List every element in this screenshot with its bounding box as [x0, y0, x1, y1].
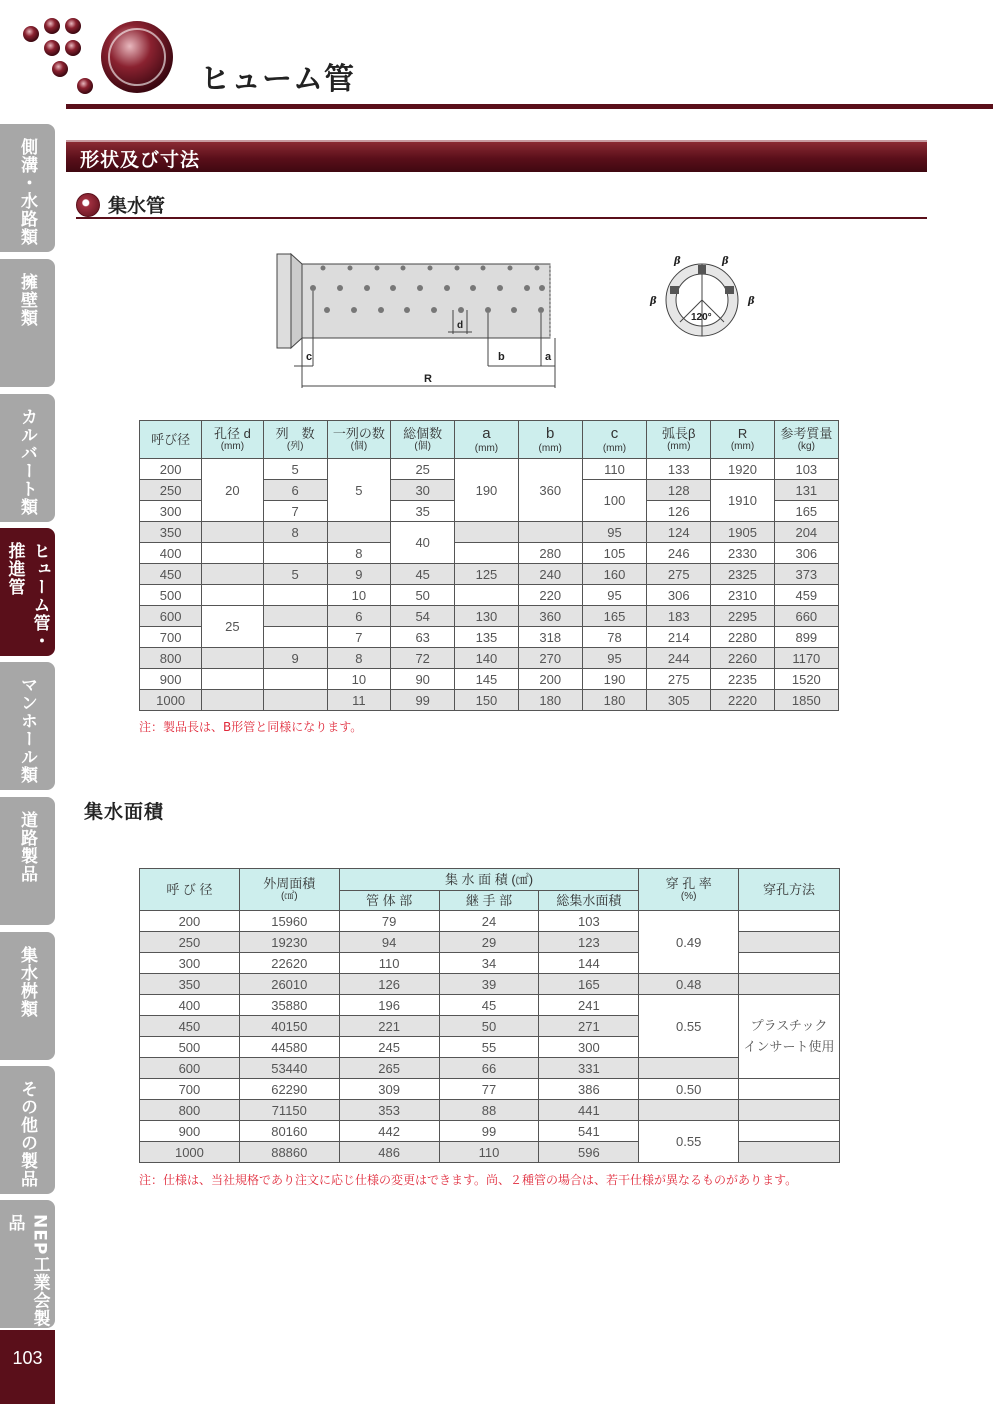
table-cell: [739, 995, 840, 1079]
table-cell: 105: [582, 543, 646, 564]
table-cell: 2325: [711, 564, 774, 585]
table-cell: 486: [339, 1142, 439, 1163]
table-cell: 40: [391, 522, 455, 564]
table-cell: 1905: [711, 522, 774, 543]
section-title: 形状及び寸法: [80, 149, 201, 171]
pipe-section-figure: [640, 250, 770, 350]
table-cell: 221: [339, 1016, 439, 1037]
table-cell: 144: [539, 953, 639, 974]
table-row: [140, 543, 839, 564]
side-tab-label: カルバート類: [17, 408, 37, 516]
sub-heading: [76, 191, 165, 218]
table-row: [140, 459, 839, 480]
table-cell: 110: [339, 953, 439, 974]
table-cell: 1850: [774, 690, 838, 711]
table-cell: 200: [140, 459, 202, 480]
side-tab-label: ヒューム管・推進管: [4, 542, 50, 650]
table-cell: 270: [518, 648, 582, 669]
table-cell: 309: [339, 1079, 439, 1100]
table-row: [140, 995, 840, 1016]
table-cell: 500: [140, 585, 202, 606]
table-cell: [202, 669, 263, 690]
col-header-rows: 列 数 (列): [263, 421, 327, 459]
table-cell: 95: [582, 585, 646, 606]
table1-note: 注：製品長は、B形管と同様になります。: [139, 720, 363, 734]
table-row: [140, 606, 839, 627]
table-cell: 22620: [239, 953, 339, 974]
table-cell: 1170: [774, 648, 838, 669]
table-cell: 7: [327, 627, 390, 648]
table-cell: 150: [455, 690, 518, 711]
table-row: [140, 1058, 840, 1079]
table-cell: 77: [439, 1079, 539, 1100]
table-cell: 200: [140, 911, 240, 932]
table-cell: 19230: [239, 932, 339, 953]
table-cell: 0.48: [639, 974, 739, 995]
table-cell: 160: [582, 564, 646, 585]
side-tab-nep[interactable]: [0, 1200, 55, 1328]
table-cell: 10: [327, 585, 390, 606]
table-cell: 2330: [711, 543, 774, 564]
col-header-R: R (mm): [711, 421, 774, 459]
table-cell: 90: [391, 669, 455, 690]
table-cell: 7: [263, 501, 327, 522]
table-cell: [455, 543, 518, 564]
table-cell: 24: [439, 911, 539, 932]
table-row: [140, 564, 839, 585]
table-cell: 596: [539, 1142, 639, 1163]
table-cell: 88: [439, 1100, 539, 1121]
side-tab-hume-pipe[interactable]: [0, 528, 55, 656]
table-cell: 99: [391, 690, 455, 711]
label-angle: 120°: [691, 312, 712, 323]
table-cell: 11: [327, 690, 390, 711]
table-cell: 133: [647, 459, 711, 480]
table-cell: 130: [455, 606, 518, 627]
label-c: c: [306, 351, 313, 363]
table-cell: [263, 690, 327, 711]
col-header-nominal: 呼 び 径: [140, 869, 240, 911]
table-cell: [202, 690, 263, 711]
table-cell: 180: [582, 690, 646, 711]
table-cell: 360: [518, 459, 582, 522]
table-cell: [455, 585, 518, 606]
table-cell: 25: [391, 459, 455, 480]
table-cell: 265: [339, 1058, 439, 1079]
table-cell: [639, 1058, 739, 1079]
label-b: b: [498, 351, 505, 363]
table-cell: [202, 522, 263, 543]
page-number: 103: [0, 1330, 55, 1404]
table-cell: 400: [140, 543, 202, 564]
table-cell: 2295: [711, 606, 774, 627]
table-cell: [739, 953, 840, 974]
table-cell: 0.49: [639, 911, 739, 974]
table-cell: 280: [518, 543, 582, 564]
table-cell: 15960: [239, 911, 339, 932]
table-cell: 600: [140, 1058, 240, 1079]
table-cell: 9: [263, 648, 327, 669]
sub-heading-text: 集水管: [108, 195, 166, 217]
table-cell: 386: [539, 1079, 639, 1100]
table-cell: [739, 911, 840, 932]
table-cell: 541: [539, 1121, 639, 1142]
col-header-a: a (mm): [455, 421, 518, 459]
method-line-2: インサート使用: [743, 1038, 835, 1054]
table-cell: 95: [582, 648, 646, 669]
sub-rule: [76, 217, 927, 219]
table2-note: 注：仕様は、当社規格であり注文に応じ仕様の変更はできます。尚、２種管の場合は、若干仕様が異なるものがあります。: [139, 1173, 798, 1187]
table-cell: 306: [647, 585, 711, 606]
table-cell: 10: [327, 669, 390, 690]
table-cell: 271: [539, 1016, 639, 1037]
col-header-body: 管 体 部: [339, 891, 439, 911]
table-cell: 0.50: [639, 1079, 739, 1100]
table-cell: 246: [647, 543, 711, 564]
table-cell: 2280: [711, 627, 774, 648]
table-cell: 140: [455, 648, 518, 669]
table-cell: 241: [539, 995, 639, 1016]
table-cell: 124: [647, 522, 711, 543]
table-cell: [739, 1121, 840, 1142]
table-cell: 1920: [711, 459, 774, 480]
label-d: d: [457, 320, 464, 331]
table-cell: [455, 522, 518, 543]
col-header-area: 集 水 面 積 (㎠): [339, 869, 639, 891]
table-cell: 35880: [239, 995, 339, 1016]
table-cell: 1910: [711, 480, 774, 522]
side-tab-other-products[interactable]: [0, 1066, 55, 1194]
table-cell: 50: [391, 585, 455, 606]
table-cell: 450: [140, 564, 202, 585]
table-cell: [739, 932, 840, 953]
table-cell: [739, 1100, 840, 1121]
table-cell: [263, 627, 327, 648]
table-cell: 79: [339, 911, 439, 932]
header-rule: [66, 104, 993, 109]
table-cell: 2310: [711, 585, 774, 606]
table-cell: 196: [339, 995, 439, 1016]
side-tab-drainage[interactable]: [0, 124, 55, 252]
table-cell: 5: [263, 459, 327, 480]
section-bar: [66, 140, 927, 172]
table-cell: 135: [455, 627, 518, 648]
table-row: [140, 974, 840, 995]
side-tab-manhole[interactable]: [0, 662, 55, 790]
table-cell: 244: [647, 648, 711, 669]
table-cell: 800: [140, 648, 202, 669]
table-cell: 0.55: [639, 1121, 739, 1163]
table-cell: 6: [327, 606, 390, 627]
bullet-icon: [76, 193, 100, 217]
col-header-beta: 弧長β (mm): [647, 421, 711, 459]
label-a: a: [545, 351, 552, 363]
table-cell: [518, 522, 582, 543]
table-cell: 29: [439, 932, 539, 953]
table-cell: 300: [539, 1037, 639, 1058]
table-cell: 126: [339, 974, 439, 995]
table-cell: 66: [439, 1058, 539, 1079]
page-title: ヒューム管: [200, 62, 355, 97]
table-cell: 180: [518, 690, 582, 711]
spec-table: [139, 420, 839, 711]
table-cell: 128: [647, 480, 711, 501]
table-cell: 318: [518, 627, 582, 648]
method-line-1: プラスチック: [750, 1017, 828, 1033]
table-cell: 5: [263, 564, 327, 585]
table-cell: [202, 543, 263, 564]
table-cell: 40150: [239, 1016, 339, 1037]
table-cell: [263, 585, 327, 606]
side-tab-retaining-wall[interactable]: [0, 259, 55, 387]
table-cell: 88860: [239, 1142, 339, 1163]
table-cell: 306: [774, 543, 838, 564]
table-cell: 26010: [239, 974, 339, 995]
table-cell: 900: [140, 1121, 240, 1142]
table-cell: 800: [140, 1100, 240, 1121]
col-header-c: c (mm): [582, 421, 646, 459]
table-cell: 700: [140, 1079, 240, 1100]
table-cell: 45: [391, 564, 455, 585]
table-cell: 45: [439, 995, 539, 1016]
table-cell: 441: [539, 1100, 639, 1121]
table-cell: 275: [647, 669, 711, 690]
col-header-per-row: 一列の数 (個): [327, 421, 390, 459]
table-row: [140, 1079, 840, 1100]
table-cell: 103: [539, 911, 639, 932]
table-cell: 190: [455, 459, 518, 522]
table-row: [140, 1100, 840, 1121]
col-header-outer: 外周面積 (㎠): [239, 869, 339, 911]
label-R: R: [424, 373, 432, 385]
table-cell: 9: [327, 564, 390, 585]
table-cell: [739, 1142, 840, 1163]
table-cell: 250: [140, 480, 202, 501]
table-cell: 331: [539, 1058, 639, 1079]
table-cell: 600: [140, 606, 202, 627]
table-cell: 62290: [239, 1079, 339, 1100]
table-cell: [739, 1079, 840, 1100]
table-cell: 900: [140, 669, 202, 690]
pipe-side-figure: [270, 248, 570, 398]
table-cell: 459: [774, 585, 838, 606]
table-cell: 54: [391, 606, 455, 627]
table-cell: 350: [140, 522, 202, 543]
table-cell: 250: [140, 932, 240, 953]
table-cell: 500: [140, 1037, 240, 1058]
col-header-mass: 参考質量 (kg): [774, 421, 838, 459]
table-cell: 6: [263, 480, 327, 501]
area-heading: 集水面積: [84, 801, 165, 823]
table-cell: [202, 585, 263, 606]
table-cell: [327, 522, 390, 543]
table-cell: 305: [647, 690, 711, 711]
label-beta-3: β: [650, 296, 657, 307]
side-tab-label: マンホール類: [17, 676, 37, 784]
label-beta-1: β: [674, 256, 681, 267]
col-header-rate: 穿 孔 率 (%): [639, 869, 739, 911]
table-row: [140, 690, 839, 711]
table-cell: 110: [582, 459, 646, 480]
table-cell: 204: [774, 522, 838, 543]
table-cell: 899: [774, 627, 838, 648]
table-cell: 700: [140, 627, 202, 648]
table-cell: 200: [518, 669, 582, 690]
table-cell: 44580: [239, 1037, 339, 1058]
table-cell: [263, 543, 327, 564]
table-cell: 245: [339, 1037, 439, 1058]
table-cell: 63: [391, 627, 455, 648]
table-cell: 50: [439, 1016, 539, 1037]
table-cell: 214: [647, 627, 711, 648]
table-cell: 78: [582, 627, 646, 648]
col-header-b: b (mm): [518, 421, 582, 459]
table-cell: 220: [518, 585, 582, 606]
table-cell: 35: [391, 501, 455, 522]
table-cell: 55: [439, 1037, 539, 1058]
table-cell: 300: [140, 501, 202, 522]
table-cell: 53440: [239, 1058, 339, 1079]
table-cell: 34: [439, 953, 539, 974]
table-cell: 131: [774, 480, 838, 501]
col-header-method: 穿孔方法: [739, 869, 840, 911]
table-cell: 300: [140, 953, 240, 974]
col-header-joint: 継 手 部: [439, 891, 539, 911]
table-cell: 183: [647, 606, 711, 627]
table-cell: 94: [339, 932, 439, 953]
table-cell: 8: [327, 648, 390, 669]
table-cell: 99: [439, 1121, 539, 1142]
side-tab-catch-basin[interactable]: [0, 932, 55, 1060]
table-cell: 360: [518, 606, 582, 627]
table-cell: [202, 648, 263, 669]
table-cell: 240: [518, 564, 582, 585]
table-cell: 71150: [239, 1100, 339, 1121]
table-cell: 8: [327, 543, 390, 564]
table-row: [140, 585, 839, 606]
table-cell: [263, 606, 327, 627]
table-cell: 165: [582, 606, 646, 627]
table-cell: 190: [582, 669, 646, 690]
area-table: [139, 868, 840, 1163]
table-cell: 2235: [711, 669, 774, 690]
side-tab-road-products[interactable]: [0, 797, 55, 925]
table-cell: 80160: [239, 1121, 339, 1142]
table-row: [140, 522, 839, 543]
table-cell: [263, 669, 327, 690]
table-cell: 353: [339, 1100, 439, 1121]
side-tab-label: 集水桝類: [17, 946, 37, 1018]
table-cell: 450: [140, 1016, 240, 1037]
table-cell: 165: [539, 974, 639, 995]
side-tab-label: その他の製品: [17, 1080, 37, 1188]
col-header-hole: 孔径 d (mm): [202, 421, 263, 459]
table-cell: 350: [140, 974, 240, 995]
table-cell: 275: [647, 564, 711, 585]
table-cell: [202, 564, 263, 585]
side-tab-label: 擁壁類: [17, 273, 37, 327]
table-row: [140, 648, 839, 669]
table-cell: 30: [391, 480, 455, 501]
table-cell: 25: [202, 606, 263, 648]
table-cell: 126: [647, 501, 711, 522]
table-cell: 103: [774, 459, 838, 480]
col-header-total-area: 総集水面積: [539, 891, 639, 911]
table-cell: [639, 1100, 739, 1121]
table-cell: 1520: [774, 669, 838, 690]
table-cell: 373: [774, 564, 838, 585]
table-cell: 5: [327, 459, 390, 522]
table-cell: 20: [202, 459, 263, 522]
table-cell: 100: [582, 480, 646, 522]
label-beta-4: β: [748, 296, 755, 307]
table-cell: 39: [439, 974, 539, 995]
side-tab-culvert[interactable]: [0, 394, 55, 522]
table-cell: 1000: [140, 690, 202, 711]
table-cell: 145: [455, 669, 518, 690]
table-cell: 110: [439, 1142, 539, 1163]
table-cell: 125: [455, 564, 518, 585]
label-beta-2: β: [722, 256, 729, 267]
table-cell: 2220: [711, 690, 774, 711]
table-cell: 165: [774, 501, 838, 522]
table-row: [140, 911, 840, 932]
table-cell: [739, 974, 840, 995]
table-cell: 8: [263, 522, 327, 543]
table-cell: 2260: [711, 648, 774, 669]
col-header-nominal: 呼び径: [140, 421, 202, 459]
table-row: [140, 669, 839, 690]
table-row: [140, 1121, 840, 1142]
col-header-total: 総個数 (個): [391, 421, 455, 459]
table-cell: 123: [539, 932, 639, 953]
table-cell: 72: [391, 648, 455, 669]
table-cell: 0.55: [639, 995, 739, 1058]
table-cell: 400: [140, 995, 240, 1016]
side-tab-label: NEP工業会製品: [4, 1214, 50, 1328]
logo: [22, 12, 182, 102]
table-cell: 1000: [140, 1142, 240, 1163]
table-cell: 95: [582, 522, 646, 543]
side-tab-label: 道路製品: [17, 811, 37, 883]
table-cell: 660: [774, 606, 838, 627]
side-tab-label: 側溝・水路類: [17, 138, 37, 246]
table-cell: 442: [339, 1121, 439, 1142]
